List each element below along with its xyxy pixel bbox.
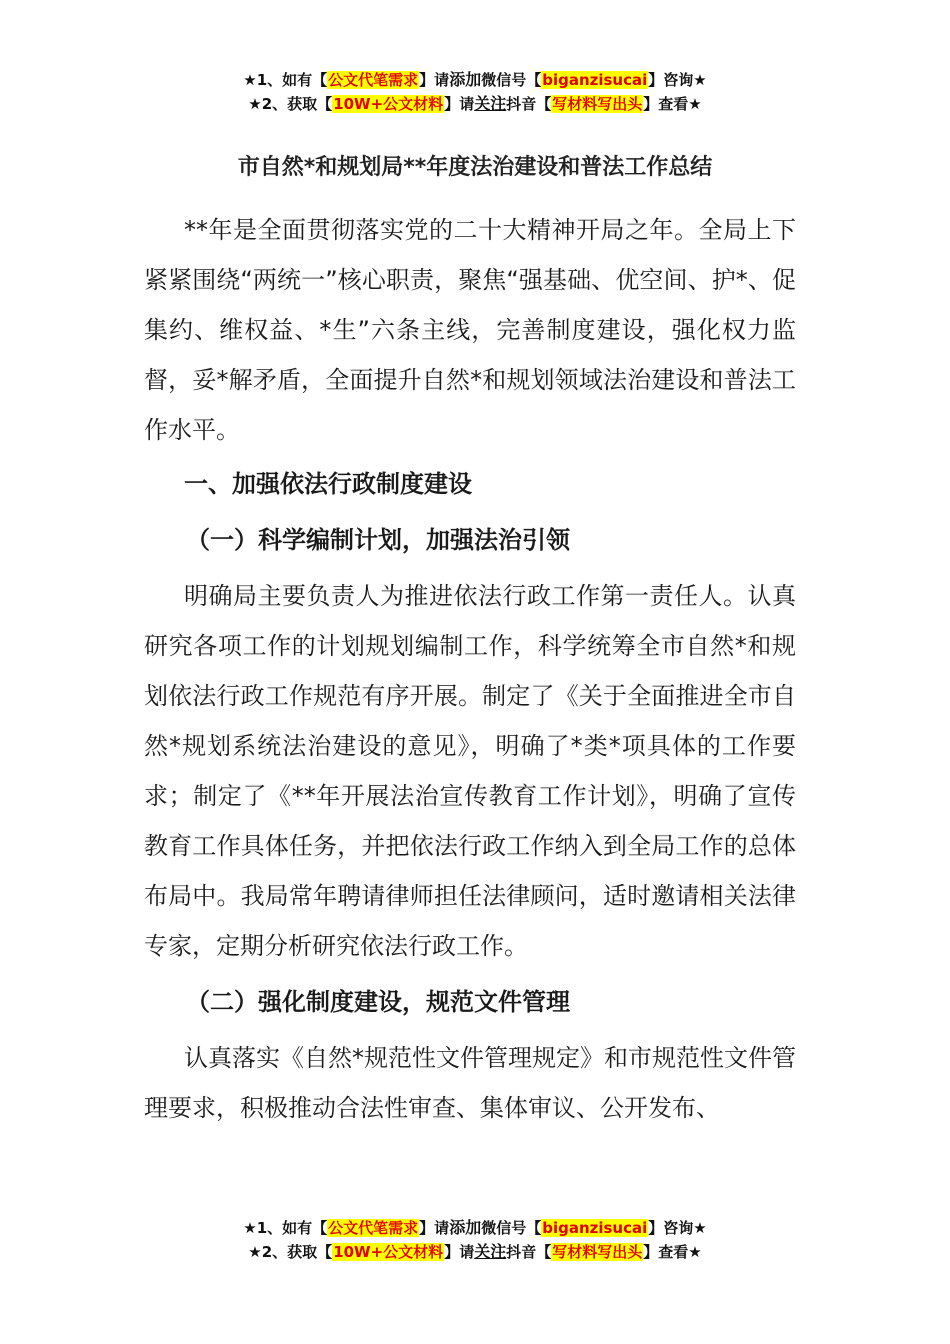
document-title: 市自然*和规划局**年度法治建设和普法工作总结 xyxy=(237,155,713,180)
section-heading-1: 一、加强依法行政制度建设 xyxy=(184,470,472,498)
banner-emphasis: 关注 xyxy=(474,1242,507,1261)
banner-text: 】查看★ xyxy=(643,1243,702,1261)
highlight-materials: 10W+公文材料 xyxy=(333,95,444,113)
banner-text: 】咨询★ xyxy=(648,71,707,89)
banner-text: 抖音【 xyxy=(506,95,552,113)
highlight-service: 公文代笔需求 xyxy=(328,71,419,89)
subsection-heading-2: （二）强化制度建设，规范文件管理 xyxy=(186,988,570,1016)
banner-text: ★2、获取【 xyxy=(248,95,333,113)
banner-text: 】请 xyxy=(444,1243,475,1261)
banner-emphasis: 关注 xyxy=(474,94,507,113)
document-body xyxy=(144,205,796,1133)
banner-text: 】咨询★ xyxy=(648,1219,707,1237)
banner-text: ★1、如有【 xyxy=(243,71,328,89)
banner-line-2 xyxy=(0,92,950,116)
footer-banner xyxy=(0,1216,950,1264)
highlight-douyin-id: 写材料写出头 xyxy=(552,1243,643,1261)
highlight-service: 公文代笔需求 xyxy=(328,1219,419,1237)
highlight-douyin-id: 写材料写出头 xyxy=(552,95,643,113)
highlight-wechat-id: biganzisucai xyxy=(542,1219,648,1237)
banner-text: 】请 xyxy=(444,95,475,113)
banner-text: 微信号【 xyxy=(481,71,542,89)
subsection-paragraph-1: 明确局主要负责人为推进依法行政工作第一责任人。认真研究各项工作的计划规划编制工作，科学统筹全市自然*和规划依法行政工作规范有序开展。制定了《关于全面推进全市自然*规划系统法治建设的意见》，明确了*类*项具体的工作要求；制定了《**年开展法治宣传教育工作计划》，明确了宣传教育工作具体任务，并把依法行政工作纳入到全局工作的总体布局中。我局常年聘请律师担任法律顾问，适时邀请相关法律专家，定期分析研究依法行政工作。 xyxy=(144,582,796,960)
banner-text: 】查看★ xyxy=(643,95,702,113)
intro-paragraph: **年是全面贯彻落实党的二十大精神开局之年。全局上下紧紧围绕“两统一”核心职责，聚焦“强基础、优空间、护*、促集约、维权益、*生”六条主线，完善制度建设，强化权力监督，妥*解矛盾，全面提升自然*和规划领域法治建设和普法工作水平。 xyxy=(144,216,796,444)
banner-text: 微信号【 xyxy=(481,1219,542,1237)
banner-emphasis: 添加 xyxy=(449,1218,482,1237)
banner-text: 】请 xyxy=(419,71,450,89)
banner-text: 】请 xyxy=(419,1219,450,1237)
banner-emphasis: 添加 xyxy=(449,70,482,89)
subsection-heading-1: （一）科学编制计划，加强法治引领 xyxy=(186,526,570,554)
banner-line-1 xyxy=(0,1216,950,1240)
banner-text: ★1、如有【 xyxy=(243,1219,328,1237)
subsection-paragraph-2: 认真落实《自然*规范性文件管理规定》和市规范性文件管理要求，积极推动合法性审查、集体审议、公开发布、 xyxy=(144,1044,796,1122)
header-banner xyxy=(0,68,950,116)
banner-text: 抖音【 xyxy=(506,1243,552,1261)
highlight-materials: 10W+公文材料 xyxy=(333,1243,444,1261)
banner-line-1 xyxy=(0,68,950,92)
banner-text: ★2、获取【 xyxy=(248,1243,333,1261)
banner-line-2 xyxy=(0,1240,950,1264)
highlight-wechat-id: biganzisucai xyxy=(542,71,648,89)
